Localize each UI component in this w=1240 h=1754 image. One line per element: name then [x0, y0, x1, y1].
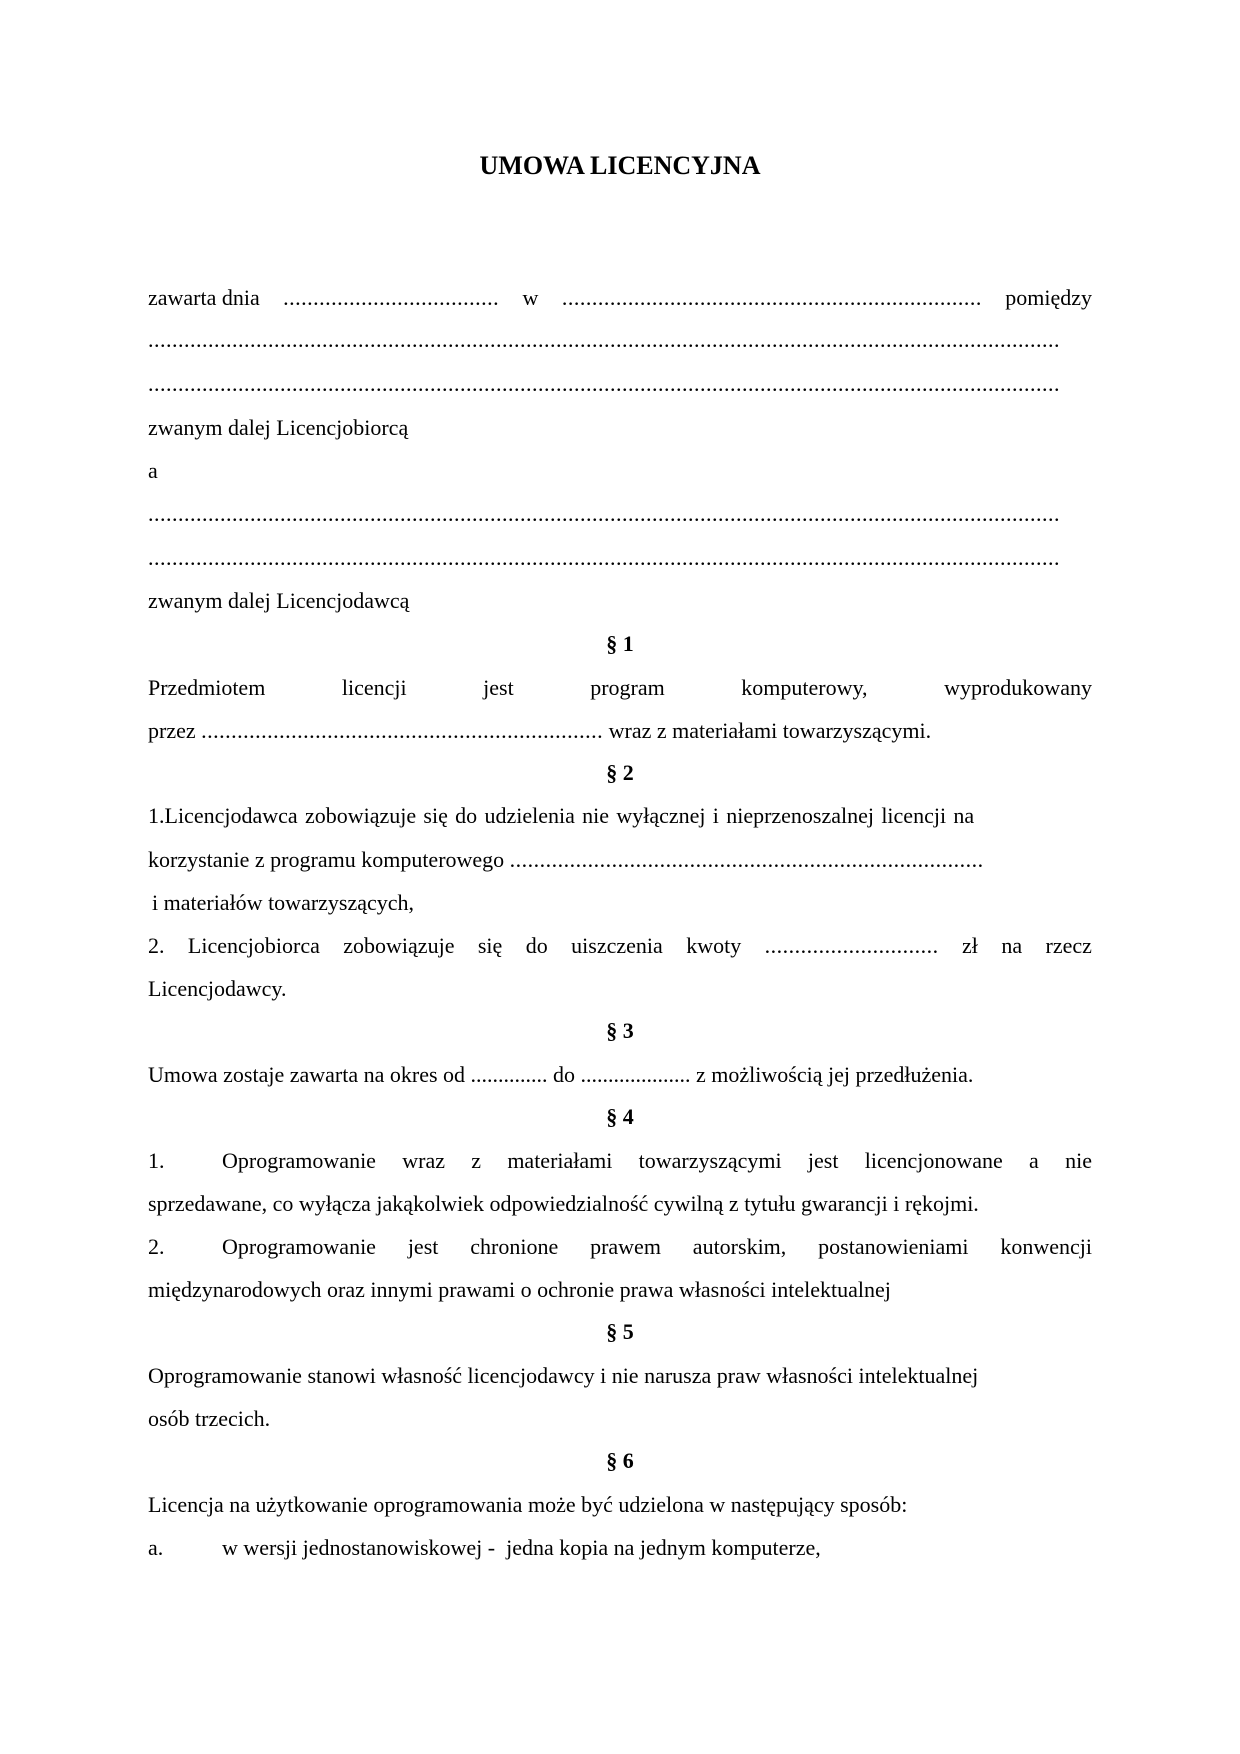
s1-suffix: wraz z materiałami towarzyszącymi.	[608, 718, 932, 743]
section-2-p2-line2: Licencjodawcy.	[148, 976, 287, 1001]
section-1-heading: § 1	[606, 631, 634, 656]
s2-word: 2.	[148, 933, 165, 958]
section-3-heading: § 3	[606, 1018, 634, 1043]
section-4-item1-line1	[148, 1146, 1092, 1176]
party1-field-line1: ........................................................................................................................................................	[148, 327, 1060, 352]
s1-word: licencji	[341, 675, 407, 700]
s1-word: Przedmiotem	[148, 675, 266, 700]
section-5-heading: § 5	[606, 1319, 634, 1344]
s4-item2-text1: Oprogramowanie jest chronione prawem autorskim, postanowieniami konwencji	[222, 1234, 1092, 1259]
amount-field: .............................	[764, 933, 939, 958]
s4-item2-number: 2.	[148, 1234, 165, 1259]
s1-word: jest	[483, 675, 514, 700]
producer-field: ...................................................................	[201, 718, 604, 743]
section-4-item2-line1	[148, 1232, 1092, 1262]
s4-item1-number: 1.	[148, 1148, 165, 1173]
section-4-item1-line2: sprzedawane, co wyłącza jakąkolwiek odpowiedzialność cywilną z tytułu gwarancji i rękojmi.	[148, 1191, 979, 1216]
s2-word: zł	[962, 933, 978, 958]
document-title: UMOWA LICENCYJNA	[479, 151, 761, 180]
s2-prefix: korzystanie z programu komputerowego	[148, 847, 505, 872]
s1-prefix: przez	[148, 718, 196, 743]
intro-suffix: pomiędzy	[1005, 285, 1092, 310]
s2-word: zobowiązuje	[343, 933, 455, 958]
s2-word: do	[525, 933, 548, 958]
section-2-heading: § 2	[606, 760, 634, 785]
section-2-p1-line2	[148, 845, 1092, 875]
s6-item-a-text: w wersji jednostanowiskowej - jedna kopia na jednym komputerze,	[222, 1535, 821, 1560]
s1-word: komputerowy,	[741, 675, 868, 700]
party1-field-line2: ........................................................................................................................................................	[148, 371, 1060, 396]
section-1-line2	[148, 716, 1092, 746]
intro-w: w	[522, 285, 539, 310]
section-5-line1: Oprogramowanie stanowi własność licencjodawcy i nie narusza praw własności intelektualnej	[148, 1363, 979, 1388]
party1-label: zwanym dalej Licencjobiorcą	[148, 415, 409, 440]
s2-word: kwoty	[686, 933, 742, 958]
party2-label: zwanym dalej Licencjodawcą	[148, 588, 410, 613]
section-3-text: Umowa zostaje zawarta na okres od .............. do .................... z możliwością jej przedłużenia.	[148, 1062, 974, 1087]
section-2-p1-line1: 1.Licencjodawca zobowiązuje się do udzielenia nie wyłącznej i nieprzenoszalnej licencji na	[148, 803, 975, 828]
section-4-item2-line2: międzynarodowych oraz innymi prawami o ochronie prawa własności intelektualnej	[148, 1277, 891, 1302]
s6-item-a-label: a.	[148, 1535, 164, 1560]
section-6-item-a	[148, 1533, 1092, 1563]
section-2-p1-line3: i materiałów towarzyszących,	[152, 890, 415, 915]
s1-word: wyprodukowany	[944, 675, 1092, 700]
section-4-heading: § 4	[606, 1104, 634, 1129]
party2-field-line2: ........................................................................................................................................................	[148, 545, 1060, 570]
s2-word: Licencjobiorca	[187, 933, 320, 958]
s4-item1-text1: Oprogramowanie wraz z materiałami towarzyszącymi jest licencjonowane a nie	[222, 1148, 1092, 1173]
program-field: ...............................................................................	[509, 847, 984, 872]
section-1-line1	[148, 673, 1092, 703]
date-field: ....................................	[283, 285, 500, 310]
conjunction: a	[148, 458, 158, 483]
intro-prefix: zawarta dnia	[148, 285, 260, 310]
s2-word: rzecz	[1045, 933, 1092, 958]
section-6-line1: Licencja na użytkowanie oprogramowania może być udzielona w następujący sposób:	[148, 1492, 908, 1517]
section-5-line2: osób trzecich.	[148, 1406, 271, 1431]
s2-word: na	[1001, 933, 1023, 958]
section-2-p2-line1	[148, 931, 1092, 961]
s1-word: program	[590, 675, 665, 700]
party2-field-line1: ........................................................................................................................................................	[148, 501, 1060, 526]
s2-word: uiszczenia	[571, 933, 663, 958]
section-6-heading: § 6	[606, 1448, 634, 1473]
intro-line	[148, 283, 1092, 313]
s2-word: się	[477, 933, 503, 958]
place-field: ......................................................................	[561, 285, 982, 310]
